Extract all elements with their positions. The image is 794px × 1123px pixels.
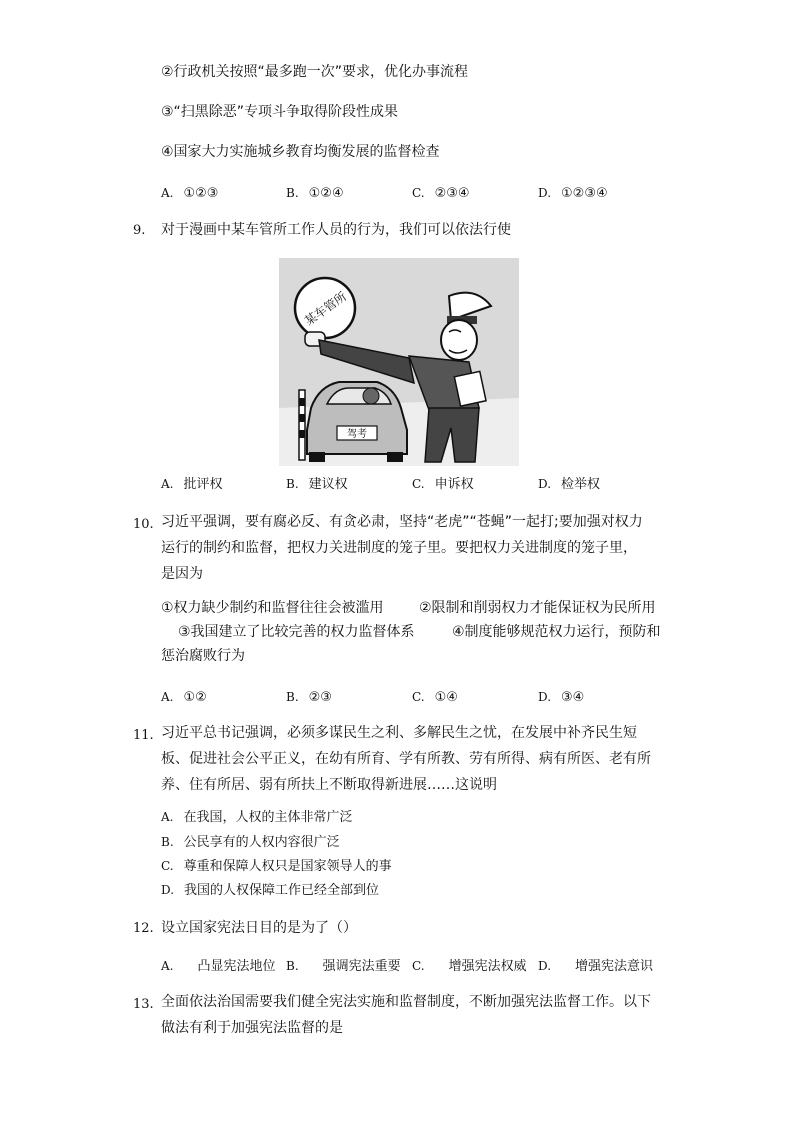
q9-stem: 对于漫画中某车管所工作人员的行为，我们可以依法行使 <box>161 222 511 238</box>
q11-option-c: C. 尊重和保障人权只是国家领导人的事 <box>161 859 392 874</box>
q13-stem: 全面依法治国需要我们健全宪法实施和监督制度，不断加强宪法监督工作。以下做法有利于加强宪法监督的是 <box>161 994 651 1036</box>
q13-number: 13. <box>133 997 154 1012</box>
q10-item-2: ②限制和削弱权力才能保证权为民所用 <box>419 600 656 616</box>
q11-number: 11. <box>133 728 154 743</box>
q10-stem: 习近平强调，要有腐必反、有贪必肃，坚持“老虎”“苍蝇”一起打;要加强对权力运行的制约和监督，把权力关进制度的笼子里。要把权力关进制度的笼子里，是因为 <box>161 514 643 582</box>
q12-option-c: C. 增强宪法权威 <box>412 959 527 974</box>
q12-option-a: A. 凸显宪法地位 <box>161 959 276 974</box>
q10-item-3: ③我国建立了比较完善的权力监督体系 <box>178 624 415 640</box>
q12-option-d: D. 增强宪法意识 <box>538 959 654 974</box>
q11-stem: 习近平总书记强调，必须多谋民生之利、多解民生之忧，在发展中补齐民生短板、促进社会公平正义，在幼有所育、学有所教、劳有所得、病有所医、老有所养、住有所居、弱有所扶上不断取得新进展……这说明 <box>161 725 651 793</box>
q10-item-1: ①权力缺少制约和监督往往会被滥用 <box>161 600 384 616</box>
prev-item-3: ③“扫黑除恶”专项斗争取得阶段性成果 <box>161 104 399 120</box>
q12-number: 12. <box>133 921 154 936</box>
q9-option-c: C. 申诉权 <box>412 477 474 492</box>
q10-option-c: C. ①④ <box>412 690 458 705</box>
q10-option-a: A. ①② <box>161 690 207 705</box>
q9-option-a: A. 批评权 <box>161 477 223 492</box>
q12-option-b: B. 强调宪法重要 <box>286 959 401 974</box>
q10-option-b: B. ②③ <box>286 690 332 705</box>
q12-stem: 设立国家宪法日目的是为了（） <box>161 920 357 936</box>
q10-number: 10. <box>133 517 154 532</box>
q11-option-b: B. 公民享有的人权内容很广泛 <box>161 835 340 850</box>
q10-item-4: ④制度能够规范权力运行，预防和 <box>452 624 661 640</box>
q8-option-d: D. ①②③④ <box>538 186 608 201</box>
sign-text: 某车管所 <box>301 289 350 329</box>
q8-option-a: A. ①②③ <box>161 186 219 201</box>
q9-option-d: D. 检举权 <box>538 477 601 492</box>
traffic-office-cartoon <box>279 258 519 466</box>
q9-option-b: B. 建议权 <box>286 477 348 492</box>
prev-item-4: ④国家大力实施城乡教育均衡发展的监督检查 <box>161 144 440 160</box>
q8-option-b: B. ①②④ <box>286 186 344 201</box>
q11-option-a: A. 在我国，人权的主体非常广泛 <box>161 810 353 825</box>
q10-option-d: D. ③④ <box>538 690 585 705</box>
q11-option-d: D. 我国的人权保障工作已经全部到位 <box>161 883 380 898</box>
q8-option-c: C. ②③④ <box>412 186 470 201</box>
prev-item-2: ②行政机关按照“最多跑一次”要求，优化办事流程 <box>161 64 469 80</box>
q9-number: 9. <box>133 223 146 238</box>
car-plate-text: 驾考 <box>347 429 367 440</box>
q10-item-4-continued: 惩治腐败行为 <box>161 648 245 664</box>
